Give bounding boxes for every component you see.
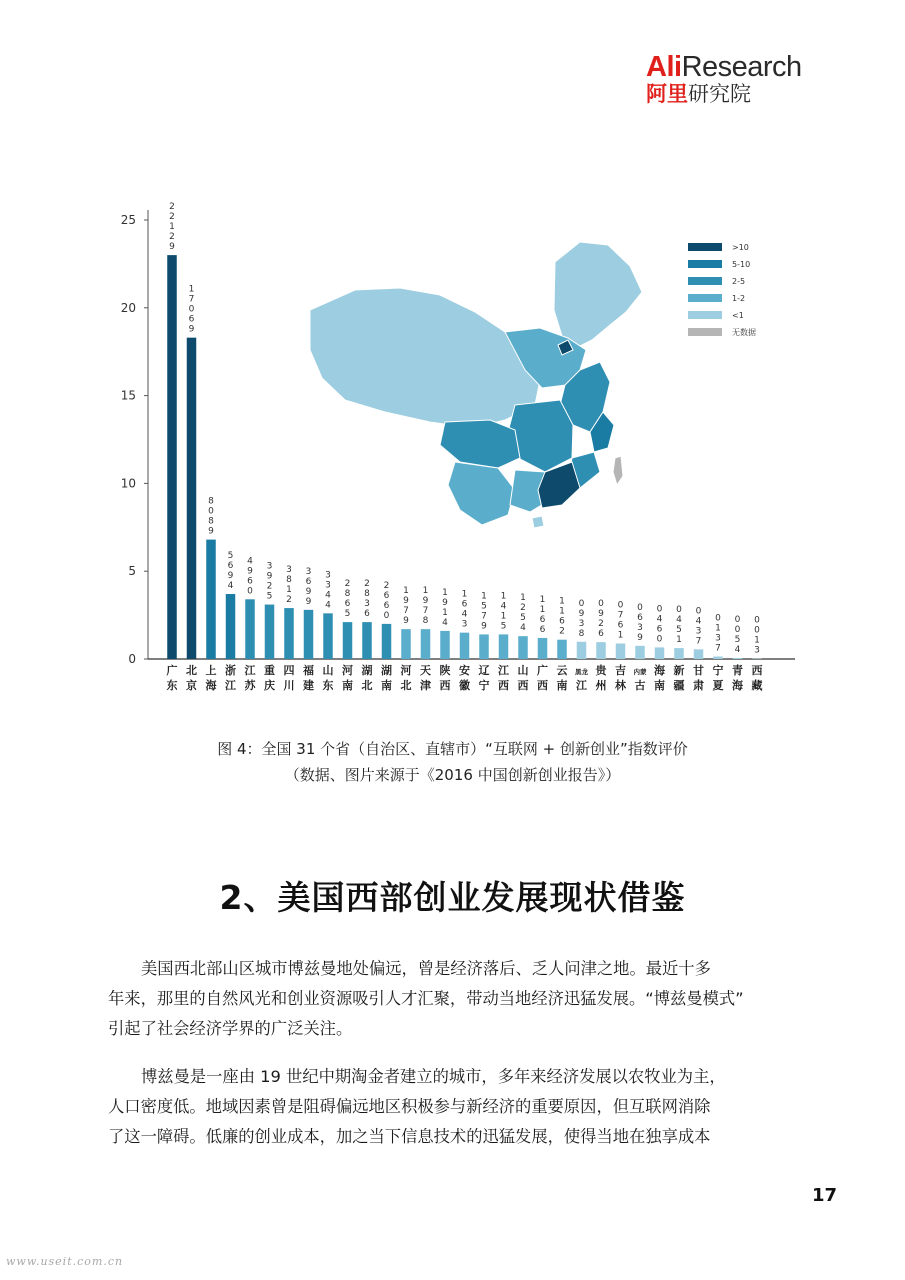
data-label: 2 bbox=[598, 619, 604, 630]
bar bbox=[733, 658, 743, 659]
x-tick-label: 西 bbox=[751, 664, 763, 677]
data-label: 3 bbox=[286, 565, 292, 576]
legend-swatch bbox=[688, 260, 722, 268]
data-label: 2 bbox=[559, 626, 565, 637]
data-label: 6 bbox=[344, 599, 351, 610]
data-label: 1 bbox=[188, 284, 195, 295]
data-label: 9 bbox=[422, 596, 429, 607]
data-label: 3 bbox=[461, 619, 468, 630]
data-label: 6 bbox=[598, 629, 604, 640]
data-label: 4 bbox=[676, 615, 682, 626]
bar bbox=[694, 649, 704, 659]
data-label: 0 bbox=[754, 615, 760, 626]
x-tick-label: 吉 bbox=[615, 664, 626, 677]
data-label: 1 bbox=[617, 630, 624, 641]
bar bbox=[499, 634, 509, 659]
x-tick-label: 重 bbox=[264, 664, 275, 677]
data-label: 3 bbox=[578, 618, 585, 629]
data-label: 5 bbox=[520, 613, 526, 624]
x-tick-label: 江 bbox=[576, 679, 587, 692]
x-tick-label: 海 bbox=[654, 664, 665, 677]
x-tick-label: 徽 bbox=[459, 679, 470, 692]
data-label: 4 bbox=[520, 623, 526, 634]
y-tick-label: 10 bbox=[120, 476, 136, 491]
logo-research-text: Research bbox=[681, 51, 802, 83]
data-label: 8 bbox=[364, 589, 370, 600]
bar bbox=[479, 634, 489, 659]
x-tick-label: 安 bbox=[459, 664, 470, 677]
bar bbox=[557, 640, 567, 659]
logo-institute-text: 研究院 bbox=[688, 82, 751, 106]
x-tick-label: 江 bbox=[244, 664, 256, 677]
map-region-southwest bbox=[440, 420, 520, 468]
data-label: 1 bbox=[754, 635, 760, 646]
figure-caption-line2: （数据、图片来源于《2016 中国创新创业报告》） bbox=[284, 766, 621, 784]
paragraph-1-line-2: 年来，那里的自然风光和创业资源吸引人才汇聚，带动当地经济迅猛发展。“博兹曼模式” bbox=[108, 989, 744, 1008]
data-label: 4 bbox=[325, 600, 331, 611]
bar bbox=[187, 338, 197, 659]
data-label: 8 bbox=[286, 575, 292, 586]
data-label: 3 bbox=[695, 626, 702, 637]
data-label: 6 bbox=[539, 624, 546, 635]
data-label: 2 bbox=[520, 603, 526, 614]
x-tick-label: 海 bbox=[205, 679, 217, 692]
x-tick-label: 山 bbox=[322, 664, 334, 677]
x-tick-label: 南 bbox=[342, 679, 353, 692]
data-label: 7 bbox=[695, 636, 702, 647]
data-label: 0 bbox=[188, 304, 195, 315]
figure-caption-line1: 图 4：全国 31 个省（自治区、直辖市）“互联网 + 创新创业”指数评价 bbox=[217, 740, 688, 758]
y-tick-label: 25 bbox=[120, 213, 136, 227]
data-label: 6 bbox=[559, 616, 565, 627]
data-label: 9 bbox=[305, 586, 312, 597]
x-tick-label: 云 bbox=[556, 664, 568, 677]
china-map bbox=[310, 242, 642, 528]
data-label: 3 bbox=[266, 561, 273, 572]
data-label: 1 bbox=[169, 222, 175, 233]
data-label: 7 bbox=[422, 606, 429, 617]
data-label: 4 bbox=[695, 616, 702, 627]
data-label: 1 bbox=[286, 585, 292, 596]
x-tick-label: 北 bbox=[400, 679, 412, 692]
bar bbox=[343, 622, 353, 659]
data-label: 4 bbox=[461, 609, 468, 620]
x-tick-label: 海 bbox=[732, 679, 743, 692]
data-label: 1 bbox=[500, 591, 507, 602]
data-label: 1 bbox=[481, 591, 487, 602]
paragraph-2-line-3: 了这一障碍。低廉的创业成本，加之当下信息技术的迅猛发展，使得当地在独享成本 bbox=[108, 1127, 711, 1146]
data-label: 5 bbox=[500, 621, 507, 632]
data-label: 8 bbox=[208, 496, 214, 507]
x-tick-label: 广 bbox=[537, 664, 548, 677]
data-label: 0 bbox=[734, 614, 741, 625]
x-tick-label: 京 bbox=[186, 679, 197, 692]
data-label: 1 bbox=[715, 623, 721, 634]
data-label: 0 bbox=[715, 613, 721, 624]
bar bbox=[440, 631, 450, 659]
paragraph-2-line-2: 人口密度低。地域因素曾是阻碍偏远地区积极参与新经济的重要原因，但互联网消除 bbox=[108, 1097, 711, 1116]
data-label: 0 bbox=[637, 602, 643, 613]
data-label: 6 bbox=[188, 314, 195, 325]
data-label: 1 bbox=[559, 596, 565, 607]
data-label: 1 bbox=[442, 587, 448, 598]
data-label: 9 bbox=[598, 609, 604, 620]
x-tick-label: 新 bbox=[673, 664, 685, 677]
x-tick-labels-layer bbox=[167, 663, 763, 692]
data-label: 6 bbox=[637, 612, 643, 623]
x-tick-label: 四 bbox=[283, 664, 295, 677]
watermark: www.useit.com.cn bbox=[6, 1255, 124, 1268]
data-label: 0 bbox=[578, 598, 585, 609]
y-tick-label: 15 bbox=[120, 388, 136, 403]
data-label: 1 bbox=[676, 635, 682, 646]
data-label: 1 bbox=[442, 607, 448, 618]
x-tick-label: 西 bbox=[537, 679, 548, 692]
data-label: 6 bbox=[247, 576, 253, 587]
data-label: 3 bbox=[364, 599, 370, 610]
data-label: 0 bbox=[383, 610, 390, 621]
data-label: 3 bbox=[754, 645, 760, 656]
bar bbox=[538, 638, 548, 659]
data-label: 6 bbox=[656, 624, 663, 635]
x-tick-label: 肃 bbox=[693, 679, 704, 692]
paragraph-2 bbox=[108, 1062, 808, 1152]
bar bbox=[635, 646, 645, 659]
x-tick-label: 津 bbox=[420, 679, 431, 692]
x-tick-label: 西 bbox=[517, 679, 529, 692]
bar bbox=[655, 647, 665, 659]
bar bbox=[362, 622, 372, 659]
x-tick-label: 湖 bbox=[381, 664, 392, 677]
data-label: 8 bbox=[344, 589, 351, 600]
data-label: 2 bbox=[364, 579, 370, 590]
data-label: 9 bbox=[442, 597, 448, 608]
map-region-northeast bbox=[554, 242, 642, 348]
bar bbox=[323, 613, 333, 659]
paragraph-1-line-3: 引起了社会经济学界的广泛关注。 bbox=[108, 1019, 353, 1038]
x-tick-label: 黑龙 bbox=[575, 668, 588, 676]
legend-swatch bbox=[688, 277, 722, 285]
bar bbox=[460, 633, 470, 659]
paragraph-2-line-1: 博兹曼是一座由 19 世纪中期淘金者建立的城市，多年来经济发展以农牧业为主， bbox=[141, 1067, 726, 1086]
bar bbox=[596, 642, 606, 659]
data-label: 2 bbox=[286, 595, 292, 606]
y-tick-label: 0 bbox=[128, 652, 136, 666]
paragraph-1 bbox=[108, 954, 808, 1044]
data-label: 0 bbox=[598, 599, 604, 610]
data-label: 8 bbox=[422, 616, 429, 627]
data-label: 5 bbox=[344, 609, 351, 620]
x-tick-label: 湖 bbox=[361, 664, 373, 677]
x-tick-label: 州 bbox=[595, 679, 607, 692]
x-tick-label: 宁 bbox=[712, 664, 724, 677]
chart-legend bbox=[688, 243, 756, 337]
data-label: 5 bbox=[676, 625, 682, 636]
legend-label: 无数据 bbox=[732, 328, 756, 337]
data-label: 1 bbox=[500, 611, 507, 622]
legend-swatch bbox=[688, 294, 722, 302]
bar bbox=[226, 594, 236, 659]
data-label: 2 bbox=[383, 580, 390, 591]
bar bbox=[206, 540, 216, 659]
x-tick-label: 南 bbox=[556, 679, 568, 692]
data-label: 2 bbox=[169, 212, 175, 223]
x-tick-label: 辽 bbox=[478, 664, 490, 677]
data-label: 5 bbox=[266, 591, 273, 602]
bar bbox=[577, 642, 587, 659]
data-label: 7 bbox=[403, 606, 409, 617]
x-tick-label: 陕 bbox=[439, 664, 451, 677]
map-region-hainan bbox=[532, 516, 544, 528]
x-tick-label: 苏 bbox=[244, 679, 256, 692]
x-tick-label: 东 bbox=[322, 679, 334, 692]
data-label: 0 bbox=[656, 634, 663, 645]
x-tick-label: 宁 bbox=[478, 679, 490, 692]
data-label: 7 bbox=[715, 643, 721, 654]
data-label: 9 bbox=[188, 324, 195, 335]
x-tick-label: 藏 bbox=[751, 679, 763, 692]
x-tick-label: 福 bbox=[303, 664, 314, 677]
data-label: 7 bbox=[188, 294, 195, 305]
data-label: 9 bbox=[578, 608, 585, 619]
data-label: 1 bbox=[520, 593, 526, 604]
x-tick-label: 川 bbox=[283, 679, 295, 692]
paragraph-1-line-1: 美国西北部山区城市博兹曼地处偏远，曾是经济落后、乏人问津之地。最近十多 bbox=[141, 959, 711, 978]
x-tick-label: 北 bbox=[361, 679, 373, 692]
legend-swatch bbox=[688, 328, 722, 336]
bar bbox=[304, 610, 314, 659]
section-title: 2、美国西部创业发展现状借鉴 bbox=[219, 878, 686, 917]
bar bbox=[265, 605, 275, 659]
data-label: 6 bbox=[617, 620, 624, 631]
data-label: 9 bbox=[403, 596, 409, 607]
bar bbox=[245, 599, 255, 659]
data-label: 6 bbox=[364, 609, 370, 620]
data-label: 6 bbox=[461, 599, 468, 610]
data-label: 0 bbox=[676, 605, 682, 616]
x-tick-label: 上 bbox=[205, 664, 217, 677]
x-tick-label: 山 bbox=[517, 664, 529, 677]
data-label: 7 bbox=[481, 611, 487, 622]
data-label: 5 bbox=[734, 634, 741, 645]
y-tick-label: 20 bbox=[120, 300, 136, 315]
legend-label: 1-2 bbox=[732, 294, 746, 303]
bar bbox=[382, 624, 392, 659]
bar bbox=[284, 608, 294, 659]
x-tick-label: 南 bbox=[381, 679, 392, 692]
logo-ali-cn-text: 阿里 bbox=[646, 82, 688, 106]
data-label: 9 bbox=[305, 596, 312, 607]
x-tick-label: 广 bbox=[166, 664, 178, 677]
data-label: 9 bbox=[247, 566, 253, 577]
x-tick-label: 天 bbox=[420, 664, 431, 677]
x-tick-label: 建 bbox=[303, 679, 314, 692]
data-label: 3 bbox=[715, 633, 721, 644]
data-label: 4 bbox=[734, 644, 741, 655]
x-tick-label: 江 bbox=[225, 679, 236, 692]
data-label: 9 bbox=[266, 571, 273, 582]
x-tick-label: 北 bbox=[186, 664, 197, 677]
data-label: 1 bbox=[422, 586, 429, 597]
legend-label: 2-5 bbox=[732, 277, 746, 286]
bar bbox=[713, 657, 723, 659]
data-label: 9 bbox=[208, 526, 214, 537]
data-label: 2 bbox=[344, 579, 351, 590]
logo-ali-text: Ali bbox=[646, 51, 682, 83]
data-label: 4 bbox=[227, 581, 234, 592]
data-label: 8 bbox=[208, 516, 214, 527]
legend-label: <1 bbox=[732, 311, 744, 320]
data-label: 1 bbox=[539, 594, 546, 605]
data-label: 2 bbox=[266, 581, 273, 592]
map-region-central bbox=[508, 400, 573, 472]
x-tick-label: 古 bbox=[634, 679, 646, 692]
data-label: 0 bbox=[734, 624, 741, 635]
x-tick-label: 浙 bbox=[225, 664, 236, 677]
data-label: 4 bbox=[656, 614, 663, 625]
x-tick-label: 林 bbox=[615, 679, 626, 692]
legend-label: 5-10 bbox=[732, 260, 751, 269]
bar bbox=[518, 636, 528, 659]
data-label: 9 bbox=[637, 632, 643, 643]
data-label: 4 bbox=[500, 601, 507, 612]
map-region-taiwan bbox=[613, 456, 623, 485]
data-label: 0 bbox=[247, 586, 253, 597]
data-label: 1 bbox=[403, 586, 409, 597]
bar bbox=[401, 629, 411, 659]
x-tick-label: 贵 bbox=[595, 664, 607, 677]
province-index-chart bbox=[110, 200, 810, 700]
x-tick-label: 西 bbox=[439, 679, 451, 692]
data-label: 3 bbox=[325, 580, 331, 591]
data-label: 0 bbox=[617, 600, 624, 611]
legend-swatch bbox=[688, 243, 722, 251]
x-tick-label: 南 bbox=[654, 679, 665, 692]
data-label: 4 bbox=[325, 590, 331, 601]
data-label: 8 bbox=[578, 628, 585, 639]
data-label: 0 bbox=[695, 606, 702, 617]
bar bbox=[674, 648, 684, 659]
data-label: 3 bbox=[325, 570, 331, 581]
data-label: 6 bbox=[227, 561, 234, 572]
page-number: 17 bbox=[811, 1185, 837, 1206]
data-label: 3 bbox=[637, 622, 643, 633]
data-label: 9 bbox=[169, 242, 175, 253]
map-region-yunnan-guizhou bbox=[448, 462, 515, 525]
x-tick-label: 夏 bbox=[712, 679, 724, 692]
x-tick-label: 河 bbox=[342, 664, 353, 677]
data-label: 3 bbox=[305, 566, 312, 577]
x-tick-label: 东 bbox=[166, 679, 178, 692]
data-label: 9 bbox=[403, 616, 409, 627]
data-label: 9 bbox=[481, 621, 487, 632]
data-label: 4 bbox=[442, 617, 448, 628]
data-label: 0 bbox=[208, 506, 214, 517]
data-label: 0 bbox=[656, 604, 663, 615]
bar bbox=[616, 644, 626, 659]
data-label: 2 bbox=[169, 232, 175, 243]
x-tick-label: 青 bbox=[732, 664, 743, 677]
data-label: 6 bbox=[539, 614, 546, 625]
data-label: 4 bbox=[247, 556, 253, 567]
x-tick-label: 内蒙 bbox=[633, 668, 647, 676]
x-tick-label: 江 bbox=[498, 664, 509, 677]
map-region-northwest bbox=[310, 288, 540, 428]
x-tick-label: 疆 bbox=[673, 679, 685, 692]
data-label: 6 bbox=[383, 600, 390, 611]
data-label: 5 bbox=[481, 601, 487, 612]
data-label: 0 bbox=[754, 625, 760, 636]
x-tick-label: 甘 bbox=[693, 664, 704, 677]
data-label: 1 bbox=[461, 589, 468, 600]
y-tick-label: 5 bbox=[128, 564, 136, 579]
aliresearch-logo bbox=[646, 52, 846, 106]
data-label: 2 bbox=[169, 202, 175, 213]
data-label: 7 bbox=[617, 610, 624, 621]
x-tick-label: 西 bbox=[498, 679, 509, 692]
data-label: 1 bbox=[559, 606, 565, 617]
data-label: 1 bbox=[539, 604, 546, 615]
data-label: 6 bbox=[305, 576, 312, 587]
legend-label: >10 bbox=[732, 243, 749, 252]
data-label: 5 bbox=[227, 551, 234, 562]
bar bbox=[167, 255, 177, 659]
bar bbox=[421, 629, 431, 659]
x-tick-label: 庆 bbox=[264, 679, 275, 692]
legend-swatch bbox=[688, 311, 722, 319]
x-tick-label: 河 bbox=[400, 664, 412, 677]
data-label: 6 bbox=[383, 590, 390, 601]
data-label: 9 bbox=[227, 571, 234, 582]
